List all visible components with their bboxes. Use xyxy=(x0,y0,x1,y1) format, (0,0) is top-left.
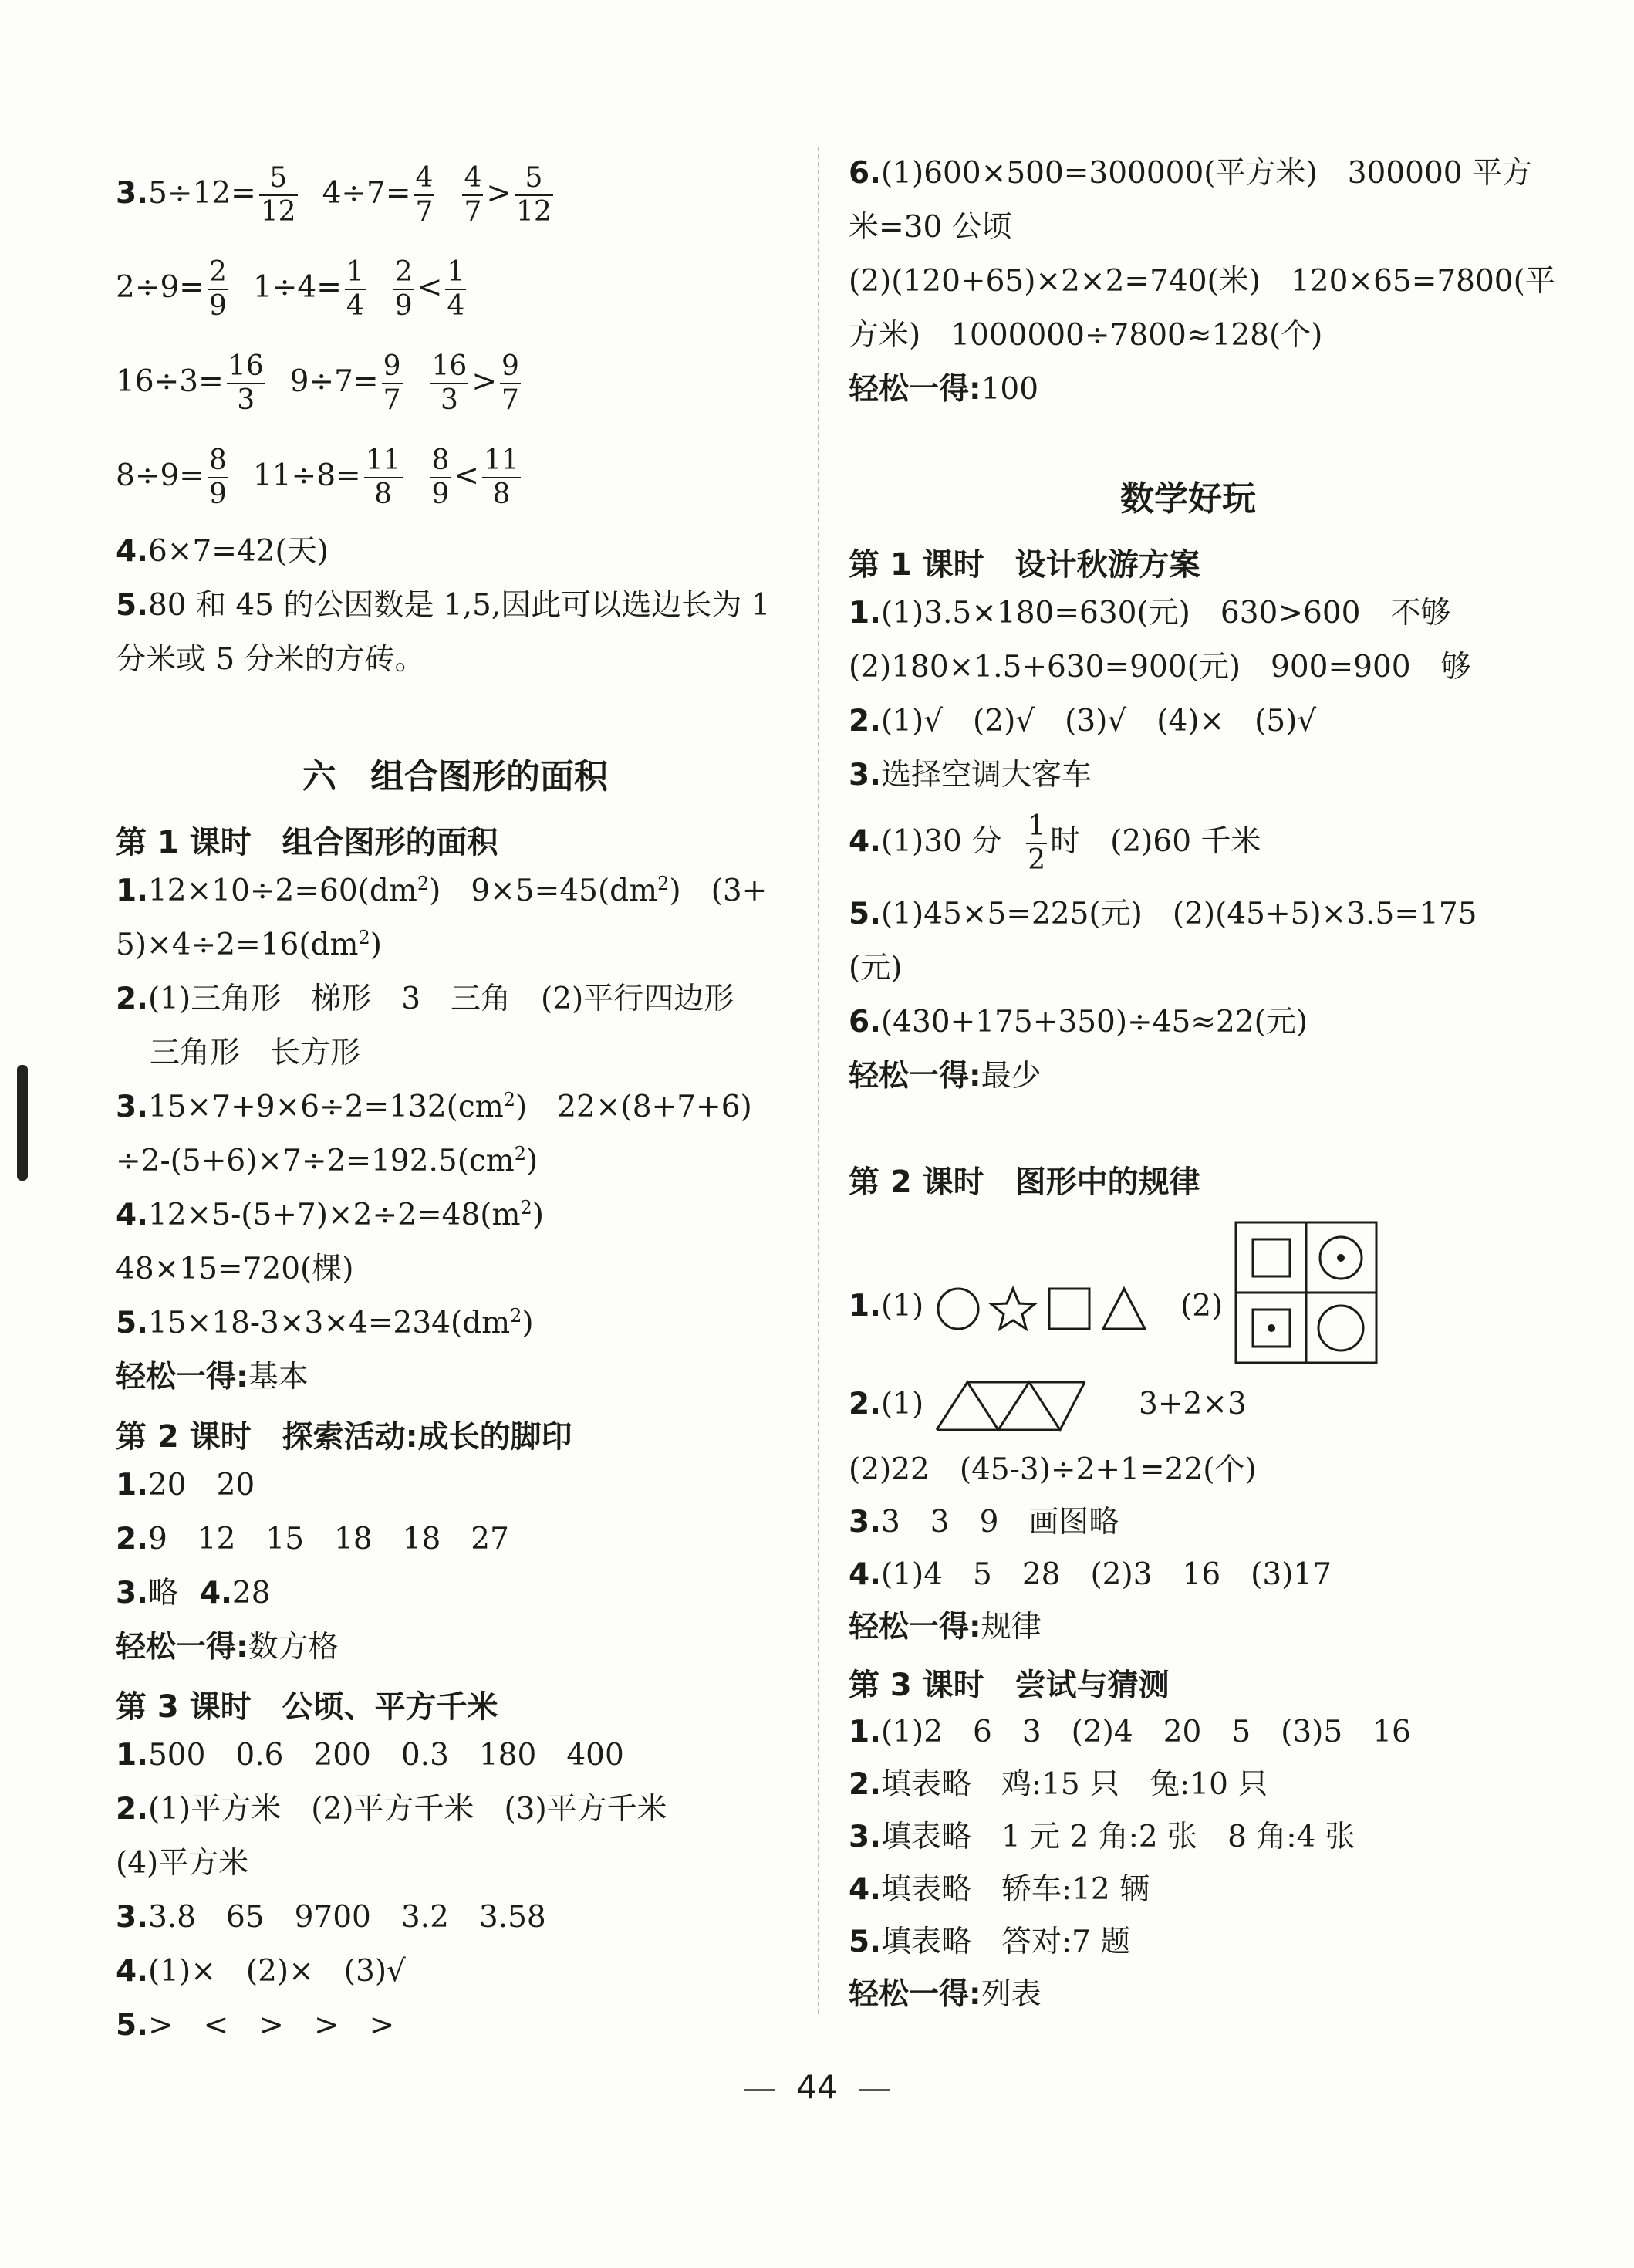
left-q3-row3: 16÷3= $\frac{16}{3}$ 9÷7= $\frac{9}{7}$ $\frac{16}{3}$ > $\frac{9}{7}$ xyxy=(116,350,519,416)
left-q5-line1: 5.80 和 45 的公因数是 1,5,因此可以选边长为 1 xyxy=(116,588,771,623)
fraction: $\frac{1}{4}$ xyxy=(346,256,364,322)
fraction: $\frac{8}{9}$ xyxy=(208,444,227,510)
l1-q3-line1: $3.15\times 7+9\times 6\div 2=132(cm^2)$ 22×(8+7+6) xyxy=(116,1089,752,1124)
fraction: $\frac{11}{8}$ xyxy=(365,444,401,510)
fraction: $\frac{2}{9}$ xyxy=(208,256,227,322)
dot-shape xyxy=(1337,1254,1345,1262)
r2-easy: 轻松一得:规律 xyxy=(849,1610,1042,1644)
l2-easy: 轻松一得:数方格 xyxy=(116,1630,339,1665)
r1-q2: 2.(1)√ (2)√ (3)√ (4)× (5)√ xyxy=(849,704,1317,739)
l3-q4: 4.(1)× (2)× (3)√ xyxy=(116,1954,406,1989)
r-easy0: 轻松一得:100 xyxy=(849,372,1039,407)
l1-q3-line2: $\div 2-(5+6)\times 7\div 2=192.5(cm^2)$ xyxy=(116,1143,538,1178)
l1-q4-line2: 48×15=720(棵) xyxy=(116,1252,354,1286)
fraction: $\frac{5}{12}$ xyxy=(260,162,296,228)
r2-q2-line2: (2)22 (45-3)÷2+1=22(个) xyxy=(849,1452,1257,1487)
l2-q2: 2.9 12 15 18 18 27 xyxy=(116,1522,509,1557)
r1-easy: 轻松一得:最少 xyxy=(849,1059,1042,1093)
l1-q4-line1: $4.12\times 5-(5+7)\times 2\div 2=48(m^2)$ xyxy=(116,1197,544,1232)
star-shape xyxy=(991,1289,1035,1329)
r-q6-line3: (2)(120+65)×2×2=740(米) 120×65=7800(平 xyxy=(849,264,1555,299)
r1-q5-line2: (元) xyxy=(849,951,903,985)
l3-q2-line2: (4)平方米 xyxy=(116,1846,249,1881)
fraction: $\frac{16}{3}$ xyxy=(431,350,468,416)
fraction: $\frac{4}{7}$ xyxy=(464,162,482,228)
l2-q1: 1.20 20 xyxy=(116,1468,255,1502)
r-q6-line1: 6.(1)600×500=300000(平方米) 300000 平方 xyxy=(849,156,1533,191)
l3-q1: 1.500 0.6 200 0.3 180 400 xyxy=(116,1738,624,1773)
r3-q1: 1.(1)2 6 3 (2)4 20 5 (3)5 16 xyxy=(849,1715,1411,1749)
left-q5-line2: 分米或 5 分米的方砖。 xyxy=(116,642,425,677)
l3-q3: 3.3.8 65 9700 3.2 3.58 xyxy=(116,1900,546,1935)
l2-q3: 3.略 4.28 xyxy=(116,1576,271,1611)
r3-q4: 4.填表略 轿车:12 辆 xyxy=(849,1872,1150,1907)
section-title-fun: 数学好玩 xyxy=(1120,479,1256,519)
column-divider xyxy=(818,147,819,2014)
lesson-title: 第 1 课时 设计秋游方案 xyxy=(849,547,1200,583)
fraction: $\frac{16}{3}$ xyxy=(228,350,264,416)
r3-q3: 3.填表略 1 元 2 角:2 张 8 角:4 张 xyxy=(849,1820,1355,1854)
fraction: $\frac{1}{2}$ xyxy=(1028,810,1046,876)
lesson-title: 第 3 课时 尝试与猜测 xyxy=(849,1668,1170,1703)
r3-q5: 5.填表略 答对:7 题 xyxy=(849,1925,1131,1959)
l3-q5: 5.> < > > > xyxy=(116,2008,395,2043)
r2-q2-line1: 2.(1) 3+2×3 xyxy=(849,1374,1247,1435)
l1-q2-line2: 三角形 长方形 xyxy=(150,1036,361,1070)
lesson-title: 第 2 课时 图形中的规律 xyxy=(849,1164,1200,1200)
left-q3-row4: 8÷9= $\frac{8}{9}$ 11÷8= $\frac{11}{8}$ $\frac{8}{9}$ < $\frac{11}{8}$ xyxy=(116,444,519,510)
r3-easy: 轻松一得:列表 xyxy=(849,1977,1042,2012)
fraction: $\frac{4}{7}$ xyxy=(415,162,434,228)
shape-sequence-figure xyxy=(933,1281,1150,1335)
r2-q3: 3.3 3 9 画图略 xyxy=(849,1505,1119,1540)
square-shape xyxy=(1049,1289,1089,1329)
left-q4: 4.6×7=42(天) xyxy=(116,534,329,569)
r1-q6: 6.(430+175+350)÷45≈22(元) xyxy=(849,1005,1308,1039)
triangle-strip-figure xyxy=(933,1379,1088,1433)
square-shape xyxy=(1253,1239,1290,1276)
l3-q2-line1: 2.(1)平方米 (2)平方千米 (3)平方千米 xyxy=(116,1792,667,1827)
left-q3-row1: 3.5÷12= $\frac{5}{12}$ 4÷7= $\frac{4}{7}$ $\frac{4}{7}$ > $\frac{5}{12}$ xyxy=(116,162,552,228)
r1-q1-line1: 1.(1)3.5×180=630(元) 630>600 不够 xyxy=(849,596,1451,630)
l1-easy: 轻松一得:基本 xyxy=(116,1360,309,1394)
l1-q5: $5.15\times 18-3\times 3\times 4=234(dm^2)$ xyxy=(116,1305,534,1340)
lesson-title: 第 3 课时 公顷、平方千米 xyxy=(116,1689,498,1725)
r2-q1: 1.(1) (2) xyxy=(849,1250,1379,1366)
dot-shape xyxy=(1268,1324,1275,1332)
fraction: $\frac{5}{12}$ xyxy=(516,162,552,228)
fraction: $\frac{8}{9}$ xyxy=(431,444,450,510)
r-q6-line4: 方米) 1000000÷7800≈128(个) xyxy=(849,318,1323,353)
circle-shape xyxy=(1318,1306,1363,1350)
r-q6-line2: 米=30 公顷 xyxy=(849,210,1012,245)
r1-q5-line1: 5.(1)45×5=225(元) (2)(45+5)×3.5=175 xyxy=(849,897,1477,931)
l1-q1-line2: $5)\times 4\div 2=16(dm^2)$ xyxy=(116,927,382,962)
r3-q2: 2.填表略 鸡:15 只 兔:10 只 xyxy=(849,1767,1268,1802)
r2-q4: 4.(1)4 5 28 (2)3 16 (3)17 xyxy=(849,1557,1332,1592)
l1-q1-line1: $1.12\times 10\div 2=60(dm^2)$ $9\times 5=45(dm^2)$ (3+ xyxy=(116,873,768,908)
fraction: $\frac{9}{7}$ xyxy=(383,350,401,416)
lesson-title: 第 1 课时 组合图形的面积 xyxy=(116,825,498,860)
fraction: $\frac{2}{9}$ xyxy=(394,256,413,322)
r1-q3: 3.选择空调大客车 xyxy=(849,758,1092,793)
fraction: $\frac{1}{4}$ xyxy=(447,256,465,322)
r1-q4: 4.(1)30 分 $\frac{1}{2}$ 时 (2)60 千米 xyxy=(849,810,1261,876)
scan-ink-mark xyxy=(17,1065,28,1181)
page-number: 44 xyxy=(0,2068,1634,2106)
l1-q2-line1: 2.(1)三角形 梯形 3 三角 (2)平行四边形 xyxy=(116,982,734,1016)
grid-pattern-figure xyxy=(1233,1219,1379,1366)
fraction: $\frac{11}{8}$ xyxy=(484,444,519,510)
fraction: $\frac{9}{7}$ xyxy=(501,350,519,416)
lesson-title: 第 2 课时 探索活动:成长的脚印 xyxy=(116,1419,572,1455)
section-title-six: 六 组合图形的面积 xyxy=(302,757,608,796)
triangle-shape xyxy=(1103,1289,1145,1329)
r1-q1-line2: (2)180×1.5+630=900(元) 900=900 够 xyxy=(849,650,1471,684)
circle-shape xyxy=(938,1289,978,1329)
left-q3-row2: 2÷9= $\frac{2}{9}$ 1÷4= $\frac{1}{4}$ $\frac{2}{9}$ < $\frac{1}{4}$ xyxy=(116,256,465,322)
